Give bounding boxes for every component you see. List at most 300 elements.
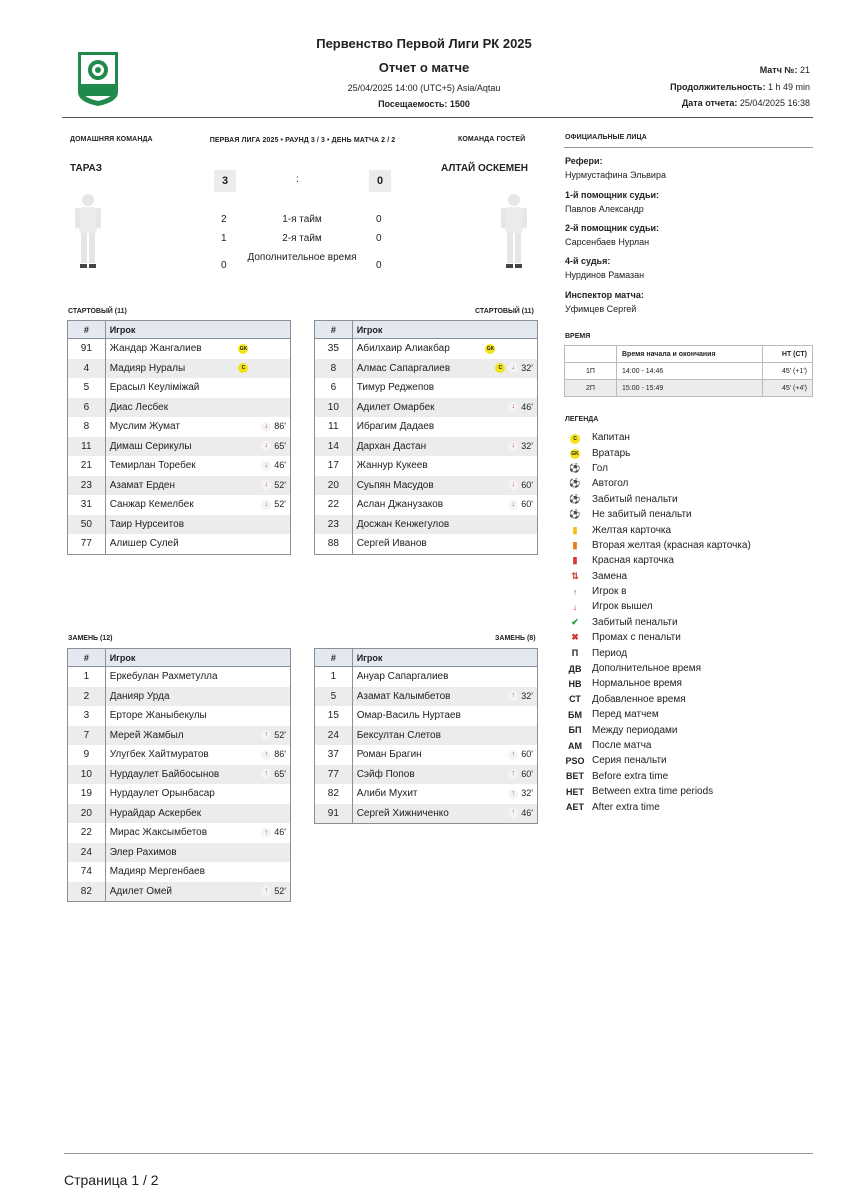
- table-row: [315, 765, 538, 785]
- table-row: [315, 687, 538, 707]
- player-events: [234, 882, 290, 902]
- legend-abbr: PSO: [565, 755, 585, 766]
- player-out-icon: ↓: [572, 601, 578, 612]
- player-name: Мерей Жамбыл: [105, 726, 234, 746]
- table-row: [68, 706, 291, 726]
- event-minute: 60': [521, 479, 533, 490]
- player-in-icon: ↑: [508, 789, 518, 799]
- event-minute: 32': [521, 788, 533, 798]
- official-name: Уфимцев Сергей: [565, 304, 637, 314]
- player-name: Еркебулан Рахметулла: [109, 671, 218, 682]
- legend-item: [565, 584, 751, 599]
- legend-abbr: ДВ: [568, 663, 582, 674]
- table-row: [315, 534, 538, 554]
- player-name: Нурайдар Аскербек: [105, 804, 234, 824]
- official-label: 4-й судья:: [565, 256, 611, 266]
- player-name: Мадияр Нуралы: [105, 359, 234, 379]
- player-events: [234, 726, 290, 746]
- player-events: [234, 784, 290, 804]
- event-minute: 60': [521, 499, 533, 509]
- player-name: Алишер Сулей: [109, 538, 179, 549]
- legend-abbr: БМ: [568, 709, 582, 720]
- player-name: Жаннур Кукеев: [356, 460, 428, 471]
- legend-label: Капитан: [592, 432, 630, 444]
- player-events: [234, 687, 290, 707]
- extra-time-home: 0: [221, 260, 227, 271]
- table-row: [68, 726, 291, 746]
- legend-item: [565, 645, 751, 660]
- table-row: [68, 667, 291, 687]
- player-events: [481, 417, 537, 437]
- captain-icon: C: [565, 432, 585, 444]
- away-player-silhouette-icon: [500, 192, 528, 272]
- legend-abbr: П: [571, 648, 579, 659]
- home-subs-table: [67, 648, 291, 902]
- player-name: Элер Рахимов: [105, 843, 234, 863]
- legend-item: [565, 753, 751, 768]
- legend-label: Желтая карточка: [592, 524, 672, 536]
- legend-item: [565, 461, 751, 476]
- player-number: 10: [68, 765, 106, 785]
- player-events: [234, 706, 290, 726]
- player-number: 74: [68, 862, 106, 882]
- time-header: ВРЕМЯ: [565, 333, 591, 340]
- official-name: Павлов Александр: [565, 204, 644, 214]
- player-name: Санжар Кемелбек: [109, 499, 194, 510]
- own-goal-icon: ⚽: [569, 478, 581, 489]
- player-out-icon: ↓: [261, 500, 271, 510]
- player-name: Жандар Жангалиев: [109, 343, 202, 354]
- player-name: Темирлан Торебек: [109, 460, 196, 471]
- match-no: 21: [799, 65, 810, 75]
- table-row: [315, 339, 538, 359]
- legend-header: ЛЕГЕНДА: [565, 416, 599, 423]
- event-minute: 32': [521, 690, 533, 701]
- player-events: [481, 456, 537, 476]
- player-events: [481, 534, 537, 554]
- player-in-icon: ↑: [261, 828, 271, 838]
- officials-divider: [564, 147, 813, 148]
- legend-item: [565, 553, 751, 568]
- legend-label: After extra time: [592, 801, 660, 813]
- home-team-header: ДОМАШНЯЯ КОМАНДА: [70, 136, 153, 143]
- table-row: [68, 687, 291, 707]
- player-out-icon: ↓: [508, 402, 518, 412]
- legend-abbr: БП: [568, 725, 582, 736]
- attendance: Посещаемость: 1500: [378, 99, 470, 109]
- official-assistant-1: [565, 188, 659, 216]
- player-name: Мирас Жаксымбетов: [109, 827, 208, 838]
- legend-label: Перед матчем: [592, 709, 659, 721]
- player-out-icon: ↓: [261, 461, 271, 471]
- table-row: [315, 398, 538, 418]
- player-events: [481, 687, 537, 707]
- official-fourth: [565, 254, 644, 282]
- legend-label: Игрок в: [592, 586, 627, 598]
- player-number: 20: [68, 804, 106, 824]
- player-number: 11: [68, 437, 106, 457]
- penalty-missed-icon: ⚽: [569, 509, 581, 520]
- player-number: 6: [68, 398, 106, 418]
- col-player: Игрок: [105, 321, 290, 339]
- player-name: Сергей Иванов: [356, 538, 427, 549]
- col-num: #: [68, 321, 106, 339]
- player-number: 24: [315, 726, 353, 746]
- duration: 1 h 49 min: [767, 81, 810, 92]
- col-num: #: [315, 321, 353, 339]
- legend-abbr: HET: [566, 786, 584, 797]
- legend-item: [565, 676, 751, 691]
- legend-label: Нормальное время: [592, 678, 682, 690]
- home-team-name: ТАРАЗ: [70, 163, 102, 174]
- legend-label: Добавленное время: [592, 693, 686, 705]
- home-starting-table: [67, 320, 291, 555]
- table-row: [315, 745, 538, 765]
- player-number: 19: [68, 784, 106, 804]
- player-number: 35: [315, 339, 353, 359]
- player-number: 1: [68, 667, 106, 687]
- player-out-icon: ↓: [508, 441, 518, 451]
- period-1-label: 1-я тайм: [282, 214, 322, 225]
- player-name: Омар-Василь Нуртаев: [356, 710, 461, 721]
- player-name: Муслим Жумат: [109, 421, 180, 432]
- table-row: [68, 495, 291, 515]
- legend-abbr: СТ: [569, 694, 581, 705]
- player-name: Аслан Джанузаков: [356, 499, 444, 510]
- player-name: Данияр Урда: [105, 687, 234, 707]
- away-starting-table: [314, 320, 538, 555]
- player-events: [481, 784, 537, 804]
- official-label: Инспектор матча:: [565, 290, 644, 300]
- player-number: 91: [315, 804, 353, 824]
- legend-item: [565, 430, 751, 445]
- player-number: 22: [68, 823, 106, 843]
- goalkeeper-icon: GK: [239, 345, 248, 352]
- event-minute: 46': [274, 460, 286, 470]
- time-col-period: Время начала и окончания: [617, 346, 763, 363]
- player-events: [234, 495, 290, 515]
- player-number: 11: [315, 417, 353, 437]
- legend-item: [565, 738, 751, 753]
- player-number: 20: [315, 476, 353, 496]
- player-number: 5: [315, 687, 353, 707]
- legend-label: Промах с пенальти: [592, 632, 681, 644]
- player-name: Мадияр Мергенбаев: [109, 866, 205, 877]
- table-row: [315, 706, 538, 726]
- table-row: [68, 359, 291, 379]
- player-number: 9: [68, 745, 106, 765]
- table-row: [68, 784, 291, 804]
- player-name: Ерторе Жаныбекулы: [109, 710, 207, 721]
- legend-item: [565, 599, 751, 614]
- player-out-icon: ↓: [261, 441, 271, 451]
- table-row: [315, 667, 538, 687]
- event-minute: 52': [274, 499, 286, 509]
- header-divider: [62, 117, 813, 118]
- player-in-icon: ↑: [261, 730, 271, 740]
- player-number: 4: [68, 359, 106, 379]
- period-1-away: 0: [376, 214, 382, 225]
- legend-abbr: AET: [566, 802, 584, 813]
- event-minute: 46': [274, 827, 286, 837]
- footer-divider: [64, 1153, 813, 1154]
- table-row: [315, 378, 538, 398]
- extra-time-away: 0: [376, 260, 382, 271]
- legend-label: Период: [592, 647, 628, 659]
- player-events: [481, 398, 537, 418]
- event-minute: 46': [521, 807, 533, 818]
- player-events: [234, 843, 290, 863]
- time-ht: 45' (+4'): [762, 380, 812, 397]
- match-meta: [670, 62, 810, 112]
- player-events: [481, 804, 537, 824]
- player-events: [481, 476, 537, 496]
- legend-list: [565, 430, 751, 815]
- player-events: [481, 378, 537, 398]
- player-in-icon: ↑: [572, 586, 578, 597]
- player-number: 77: [315, 765, 353, 785]
- duration-label: Продолжительность:: [670, 81, 766, 92]
- player-events: [481, 339, 537, 359]
- player-events: [234, 862, 290, 882]
- player-name: Алмас Сапаргалиев: [352, 359, 481, 379]
- home-subs-label: ЗАМЕНЬ (12): [68, 635, 113, 642]
- player-events: [234, 456, 290, 476]
- report-subtitle: Отчет о матче: [378, 60, 470, 75]
- home-player-silhouette-icon: [74, 192, 102, 272]
- player-events: [234, 417, 290, 437]
- legend-label: Автогол: [592, 478, 629, 490]
- event-minute: 32': [521, 362, 533, 373]
- second-yellow-icon: ▮: [572, 539, 578, 550]
- player-number: 23: [315, 515, 353, 535]
- extra-time-label: Дополнительное время: [247, 252, 357, 263]
- col-player: Игрок: [352, 321, 537, 339]
- legend-abbr: АМ: [568, 740, 582, 751]
- player-number: 6: [315, 378, 353, 398]
- period-2-away: 0: [376, 233, 382, 244]
- player-events: [481, 706, 537, 726]
- legend-abbr: НВ: [568, 678, 582, 689]
- player-name: Азамат Калымбетов: [352, 687, 481, 707]
- col-num: #: [68, 649, 106, 667]
- away-score: 0: [369, 170, 391, 192]
- legend-item: [565, 769, 751, 784]
- report-date-label: Дата отчета:: [681, 98, 738, 108]
- event-minute: 60': [521, 768, 533, 779]
- player-name: Нурдаулет Байбосынов: [105, 765, 234, 785]
- player-events: [481, 726, 537, 746]
- table-row: [68, 378, 291, 398]
- player-number: 82: [68, 882, 106, 902]
- time-period: 1П: [565, 363, 617, 380]
- player-number: 10: [315, 398, 353, 418]
- table-row: [315, 456, 538, 476]
- table-row: [315, 476, 538, 496]
- player-events: [481, 515, 537, 535]
- legend-item: [565, 569, 751, 584]
- player-in-icon: ↑: [261, 886, 271, 896]
- home-score: 3: [214, 170, 236, 192]
- legend-item: [565, 661, 751, 676]
- away-team-header: КОМАНДА ГОСТЕЙ: [458, 136, 526, 143]
- player-events: [481, 667, 537, 687]
- time-period: 2П: [565, 380, 617, 397]
- player-name: Сэйф Попов: [352, 765, 481, 785]
- player-number: 21: [68, 456, 106, 476]
- player-out-icon: ↓: [508, 480, 518, 490]
- officials-header: ОФИЦИАЛЬНЫЕ ЛИЦА: [565, 134, 647, 141]
- player-name: Диас Лесбек: [105, 398, 234, 418]
- player-events: [234, 823, 290, 843]
- official-label: 2-й помощник судьи:: [565, 223, 660, 233]
- legend-label: Не забитый пенальти: [592, 509, 692, 521]
- time-ht: 45' (+1'): [762, 363, 812, 380]
- player-number: 88: [315, 534, 353, 554]
- penalty-scored-icon: ⚽: [569, 493, 581, 504]
- table-row: [68, 476, 291, 496]
- player-number: 24: [68, 843, 106, 863]
- table-row: [68, 398, 291, 418]
- legend-label: Before extra time: [592, 770, 669, 782]
- time-col-ht: НТ (СТ): [762, 346, 812, 363]
- official-label: Рефери:: [565, 156, 603, 166]
- table-row: [315, 515, 538, 535]
- player-number: 1: [315, 667, 353, 687]
- player-name: Ануар Сапаргалиев: [356, 671, 449, 682]
- event-minute: 65': [274, 440, 286, 451]
- player-name: Роман Брагин: [356, 749, 422, 760]
- player-in-icon: ↑: [261, 750, 271, 760]
- player-name: Тимур Реджепов: [356, 382, 435, 393]
- goal-icon: ⚽: [569, 462, 581, 473]
- legend-item: [565, 722, 751, 737]
- away-subs-label: ЗАМЕНЬ (8): [495, 635, 536, 642]
- legend-label: Гол: [592, 462, 608, 474]
- event-minute: 32': [521, 440, 533, 451]
- player-name: Ибрагим Дадаев: [356, 421, 435, 432]
- legend-item: [565, 476, 751, 491]
- legend-label: Забитый пенальти: [592, 616, 678, 628]
- player-events: [234, 804, 290, 824]
- player-events: [234, 437, 290, 457]
- player-events: [234, 476, 290, 496]
- official-referee: [565, 154, 666, 182]
- table-row: [68, 437, 291, 457]
- player-number: 23: [68, 476, 106, 496]
- red-card-icon: ▮: [572, 555, 578, 566]
- player-name: Адилет Омарбек: [352, 398, 481, 418]
- table-row: [68, 456, 291, 476]
- player-number: 17: [315, 456, 353, 476]
- player-events: [234, 339, 290, 359]
- player-events: [234, 534, 290, 554]
- table-row: [315, 726, 538, 746]
- substitution-icon: ⇅: [571, 570, 579, 581]
- event-minute: 52': [274, 479, 286, 490]
- captain-icon: C: [238, 363, 248, 373]
- report-date: 25/04/2025 16:38: [739, 98, 810, 108]
- player-number: 2: [68, 687, 106, 707]
- home-starting-label: СТАРТОВЫЙ (11): [68, 308, 127, 315]
- table-row: [315, 417, 538, 437]
- player-out-icon: ↓: [261, 480, 271, 490]
- player-name: Азамат Ерден: [105, 476, 234, 496]
- player-events: [481, 437, 537, 457]
- legend-label: Между периодами: [592, 724, 678, 736]
- player-name: Димаш Серикулы: [105, 437, 234, 457]
- period-2-label: 2-я тайм: [282, 233, 322, 244]
- col-num: #: [315, 649, 353, 667]
- official-assistant-2: [565, 221, 659, 249]
- player-name: Суьпян Масудов: [352, 476, 481, 496]
- goalkeeper-icon: GK: [571, 451, 579, 458]
- player-events: [234, 667, 290, 687]
- col-player: Игрок: [105, 649, 290, 667]
- match-no-label: Матч №:: [759, 65, 798, 75]
- table-row: [68, 339, 291, 359]
- official-label: 1-й помощник судьи:: [565, 190, 660, 200]
- table-row: [315, 784, 538, 804]
- legend-item: [565, 799, 751, 814]
- table-row: [68, 417, 291, 437]
- player-events: [234, 765, 290, 785]
- player-number: 3: [68, 706, 106, 726]
- player-name: Адилет Омей: [105, 882, 234, 902]
- player-in-icon: ↑: [508, 808, 518, 818]
- table-row: [68, 804, 291, 824]
- period-2-home: 1: [221, 233, 227, 244]
- legend-label: Вратарь: [592, 447, 631, 459]
- time-range: 15:00 - 15:49: [617, 380, 763, 397]
- player-events: [481, 359, 537, 379]
- legend-label: После матча: [592, 740, 652, 751]
- official-name: Сарсенбаев Нурлан: [565, 237, 650, 247]
- table-row: [68, 843, 291, 863]
- player-events: [234, 398, 290, 418]
- legend-item: [565, 492, 751, 507]
- player-number: 8: [315, 359, 353, 379]
- player-in-icon: ↑: [508, 691, 518, 701]
- player-name: Таир Нурсеитов: [105, 515, 234, 535]
- player-number: 91: [68, 339, 106, 359]
- time-range: 14:00 - 14:46: [617, 363, 763, 380]
- event-minute: 46': [521, 401, 533, 412]
- player-in-icon: ↑: [508, 769, 518, 779]
- player-number: 14: [315, 437, 353, 457]
- event-minute: 86': [274, 749, 286, 759]
- player-number: 37: [315, 745, 353, 765]
- player-events: [481, 745, 537, 765]
- event-minute: 86': [274, 421, 286, 431]
- legend-label: Замена: [592, 570, 628, 582]
- legend-item: [565, 445, 751, 460]
- player-events: [234, 745, 290, 765]
- competition-info: ПЕРВАЯ ЛИГА 2025 • РАУНД 3 / 3 • ДЕНЬ МАТЧА 2 / 2: [209, 137, 396, 144]
- legend-item: [565, 784, 751, 799]
- official-name: Нурдинов Рамазан: [565, 270, 645, 280]
- table-row: [315, 437, 538, 457]
- player-number: 7: [68, 726, 106, 746]
- player-events: [234, 359, 290, 379]
- table-row: [315, 495, 538, 515]
- away-subs-table: [314, 648, 538, 824]
- player-name: Дархан Дастан: [352, 437, 481, 457]
- player-number: 50: [68, 515, 106, 535]
- player-out-icon: ↓: [508, 363, 518, 373]
- player-name: Нурдаулет Орынбасар: [109, 788, 215, 799]
- player-in-icon: ↑: [261, 769, 271, 779]
